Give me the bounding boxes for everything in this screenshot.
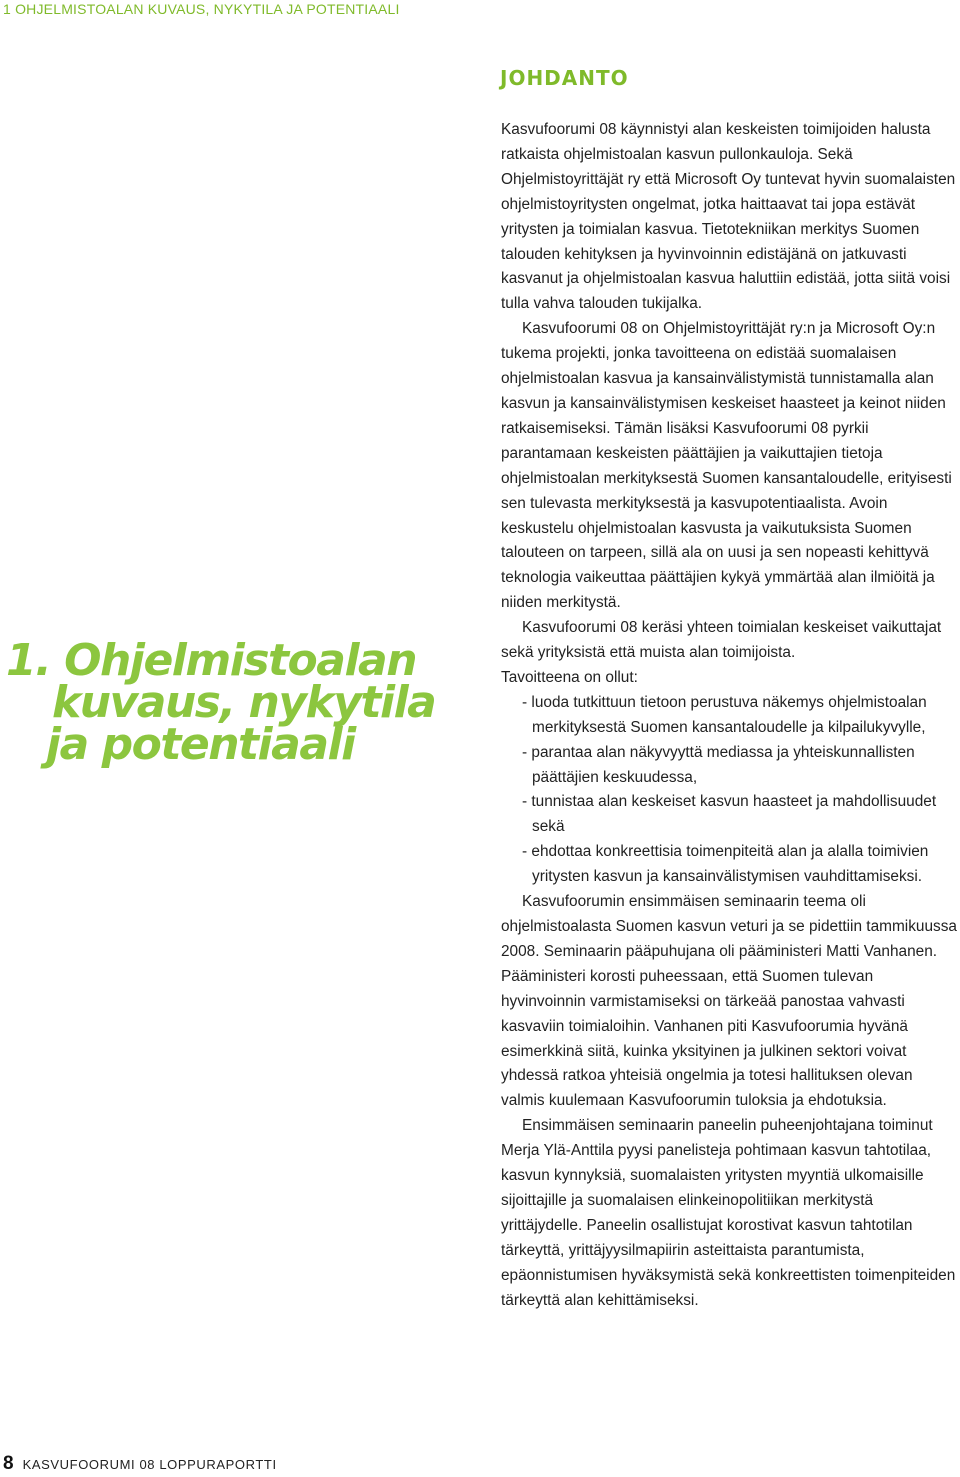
paragraph-seminar: Kasvufoorumin ensimmäisen seminaarin teema oli ohjelmistoalasta Suomen kasvun veturi ja se pidettiin tammikuussa 2008. Seminaarin pääpuhujana oli pääministeri Matti Vanhanen. Pääministeri korosti puheessaan, että Suomen tulevan hyvinvoinnin varmistamiseksi on tärkeää panostaa vahvasti kasvaviin toimialoihin. Vanhanen piti Kasvufoorumia hyvänä esimerkkinä siitä, kuinka yksityinen ja julkinen sektori voivat yhdessä ratkoa yhteisiä ongelmia ja totesi hallituksen olevan valmis kuulemaan Kasvufoorumin tuloksia ja ehdotuksia. [501,893,957,1110]
section-heading: JOHDANTO [500,66,629,90]
chapter-title-line-1: 1. Ohjelmistoalan [6,635,417,686]
chapter-title [6,635,466,770]
goals-intro: Tavoitteena on ollut: [501,668,638,686]
list-item: - luoda tutkittuun tietoon perustuva näkemys ohjelmistoalan merkityksestä Suomen kansantaloudelle ja kilpailukyvylle, [522,693,927,736]
page-number: 8 [3,1453,14,1474]
paragraph-panel: Ensimmäisen seminaarin paneelin puheenjohtajana toiminut Merja Ylä-Anttila pyysi panelisteja pohtimaan kasvun tahtotilaa, kasvun kynnyksiä, suomalaisten yritysten myyntiä ulkomaisille sijoittajille ja suomalaisen elinkeinopolitiikan merkitystä yrittäjydelle. Paneelin osallistujat korostivat kasvun tahtotilan tärkeyttä, yrittäjyysilmapiirin asteittaista parantumista, epäonnistumisen hyväksymistä sekä konkreettisten toimenpiteiden tärkeyttä alan kehittämiseksi. [501,1117,956,1309]
list-item: - ehdottaa konkreettisia toimenpiteitä alan ja alalla toimivien yritysten kasvun ja kansainvälistymisen vauhdittamiseksi. [522,843,929,886]
chapter-title-line-2: kuvaus, nykytila [52,677,436,728]
list-item: - tunnistaa alan keskeiset kasvun haasteet ja mahdollisuudet sekä [522,793,937,836]
goals-list [501,691,957,890]
paragraph-participants: Kasvufoorumi 08 keräsi yhteen toimialan keskeiset vaikuttajat sekä yrityksistä että muista alan toimijoista. [501,619,942,662]
publication-title: KASVUFOORUMI 08 LOPPURAPORTTI [22,1457,277,1472]
list-item: - parantaa alan näkyvyyttä mediassa ja yhteiskunnallisten päättäjien keskuudessa, [522,743,915,786]
page-footer [3,1453,277,1477]
chapter-title-line-3: ja potentiaali [46,719,355,770]
paragraph-project: Kasvufoorumi 08 on Ohjelmistoyrittäjät ry:n ja Microsoft Oy:n tukema projekti, jonka tavoitteena on edistää suomalaisen ohjelmistoalan kasvua ja kansainvälistymistä tunnistamalla alan kasvun ja kansainvälistymisen keskeiset haasteet ja keinot niiden ratkaisemiseksi. Tämän lisäksi Kasvufoorumi 08 pyrkii parantamaan keskeisten päättäjien ja vaikuttajien tietoja ohjelmistoalan merkityksestä Suomen kansantaloudelle, erityisesti sen tulevasta merkityksestä ja kasvupotentiaalista. Avoin keskustelu ohjelmistoalan kasvusta ja vaikutuksista Suomen talouteen on tarpeen, sillä ala on uusi ja sen nopeasti kehittyvä teknologia vaikeuttaa päättäjien kykyä ymmärtää alan ilmiöitä ja niiden merkitystä. [501,320,952,612]
body-text [501,118,957,1314]
running-head: 1 OHJELMISTOALAN KUVAUS, NYKYTILA JA POTENTIAALI [3,1,400,17]
paragraph-intro: Kasvufoorumi 08 käynnistyi alan keskeisten toimijoiden halusta ratkaista ohjelmistoalan kasvun pullonkauloja. Sekä Ohjelmistoyrittäjät ry että Microsoft Oy tuntevat hyvin suomalaisten ohjelmistoyritysten ongelmat, jotka haittaavat tai jopa estävät yritysten ja toimialan kasvua. Tietotekniikan merkitys Suomen talouden kehityksen ja hyvinvoinnin edistäjänä on jatkuvasti kasvanut ja ohjelmistoalan kasvua haluttiin edistää, jotta siitä voisi tulla vahva talouden tukijalka. [501,121,956,313]
